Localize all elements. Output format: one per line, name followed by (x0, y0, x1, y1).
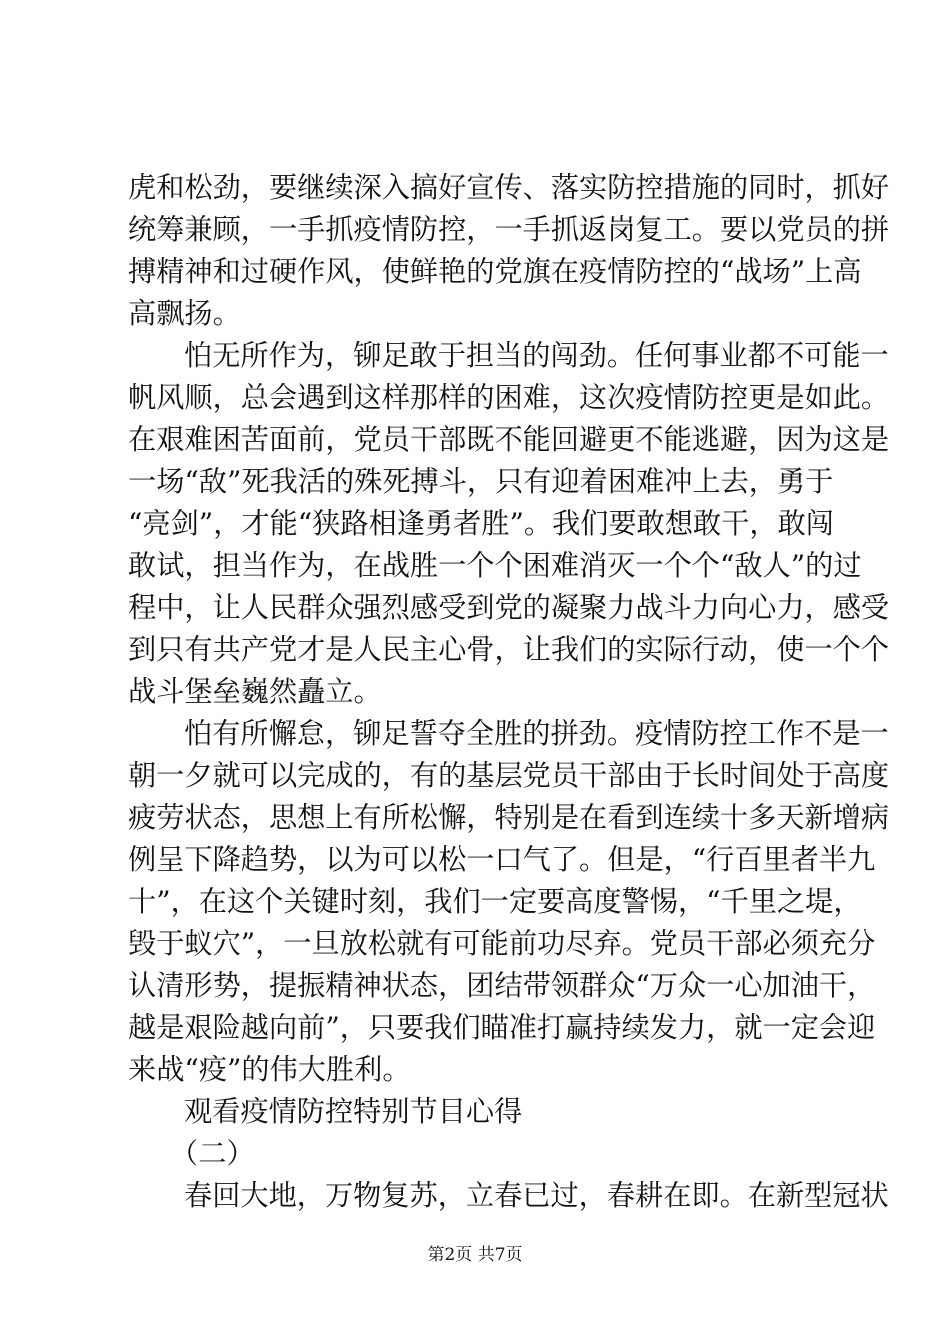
text-line: 毁于蚁穴”，一旦放松就有可能前功尽弃。党员干部必须充分 (128, 927, 876, 960)
text-line: 春回大地，万物复苏，立春已过，春耕在即。在新型冠状 (184, 1179, 889, 1212)
text-line: 到只有共产党才是人民主心骨，让我们的实际行动，使一个个 (128, 633, 890, 666)
section-number: （二） (170, 1137, 255, 1170)
text-line: 十”，在这个关键时刻，我们一定要高度警惕，“千里之堤， (128, 885, 862, 918)
section-title: 观看疫情防控特别节目心得 (184, 1095, 523, 1128)
text-line: 怕有所懈怠，铆足誓夺全胜的拼劲。疫情防控工作不是一 (184, 717, 889, 750)
text-line: 战斗堡垒巍然矗立。 (128, 675, 382, 708)
text-line: 高飘扬。 (128, 297, 241, 330)
text-line: 搏精神和过硬作风，使鲜艳的党旗在疫情防控的“战场”上高 (128, 255, 862, 288)
text-line: 越是艰险越向前”，只要我们瞄准打赢持续发力，就一定会迎 (128, 1011, 876, 1044)
text-line: 怕无所作为，铆足敢于担当的闯劲。任何事业都不可能一 (184, 339, 889, 372)
text-line: 虎和松劲，要继续深入搞好宣传、落实防控措施的同时，抓好 (128, 171, 890, 204)
text-line: “亮剑”，才能“狭路相逢勇者胜”。我们要敢想敢干，敢闯 (128, 507, 834, 540)
text-line: 帆风顺，总会遇到这样那样的困难，这次疫情防控更是如此。 (128, 381, 890, 414)
text-line: 程中，让人民群众强烈感受到党的凝聚力战斗力向心力，感受 (128, 591, 890, 624)
page-footer: 第2页 共7页 (427, 1245, 523, 1265)
text-line: 朝一夕就可以完成的，有的基层党员干部由于长时间处于高度 (128, 759, 890, 792)
text-line: 在艰难困苦面前，党员干部既不能回避更不能逃避，因为这是 (128, 423, 890, 456)
text-line: 一场“敌”死我活的殊死搏斗，只有迎着困难冲上去，勇于 (128, 465, 834, 498)
text-line: 认清形势，提振精神状态，团结带领群众“万众一心加油干， (128, 969, 876, 1002)
text-line: 敢试，担当作为，在战胜一个个困难消灭一个个“敌人”的过 (128, 549, 862, 582)
text-line: 疲劳状态，思想上有所松懈，特别是在看到连续十多天新增病 (128, 801, 890, 834)
text-line: 例呈下降趋势，以为可以松一口气了。但是，“行百里者半九 (128, 843, 876, 876)
text-line: 来战“疫”的伟大胜利。 (128, 1053, 411, 1086)
text-line: 统筹兼顾，一手抓疫情防控，一手抓返岗复工。要以党员的拼 (128, 213, 890, 246)
